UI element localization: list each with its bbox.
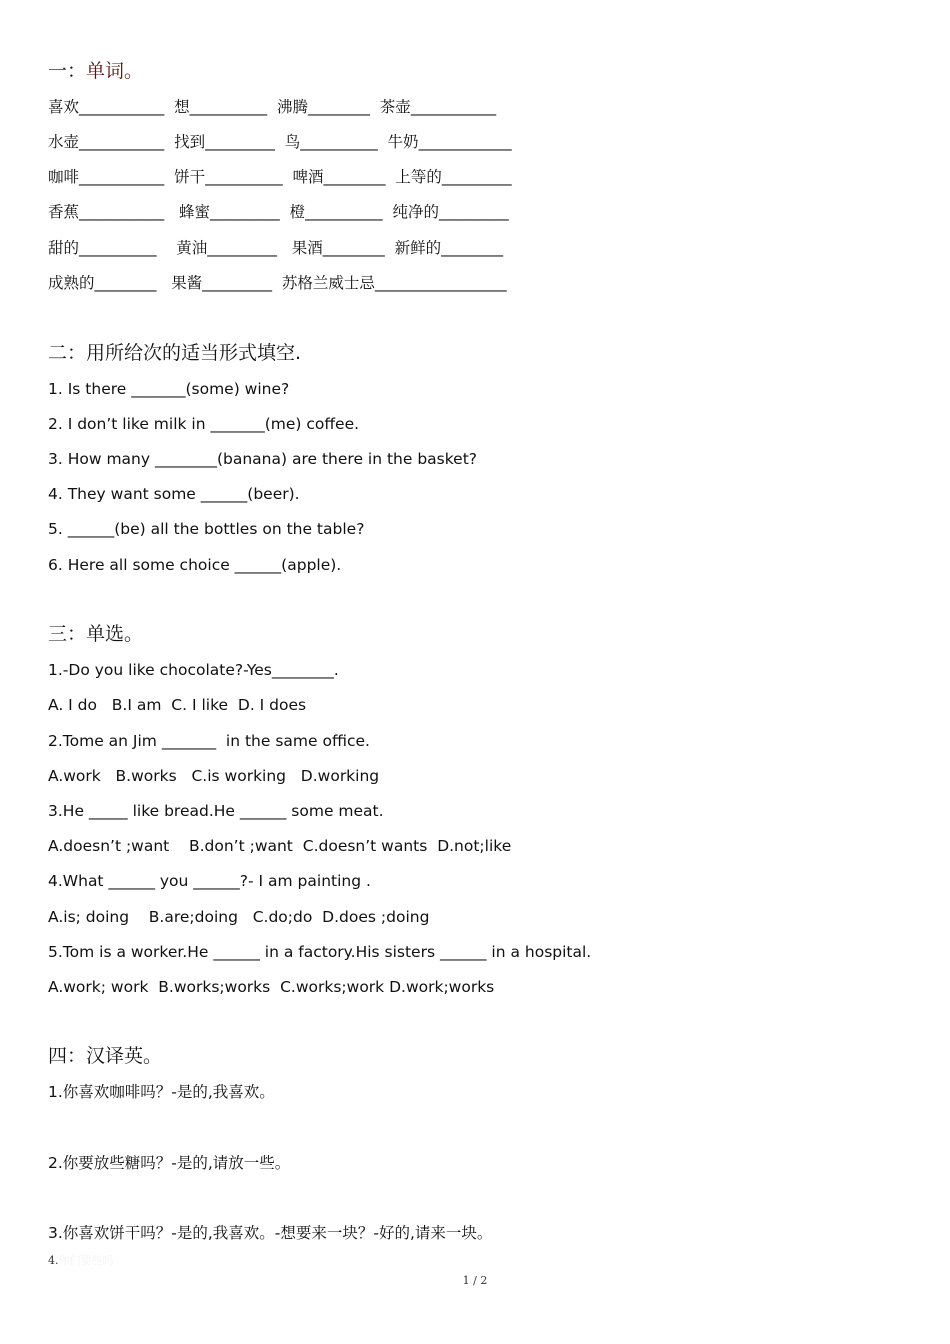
translate-item-2: 2.你要放些糖吗？-是的,请放一些。 [48,1154,291,1172]
fill-blank-item-3: 3. How many ________(banana) are there in the basket? [48,450,478,468]
section-1-prefix: 一： [48,60,87,82]
fill-blank-item-6: 6. Here all some choice ______(apple). [48,556,342,574]
fill-blank-item-5: 5. ______(be) all the bottles on the table? [48,520,365,538]
mc-options-1: A. I do B.I am C. I like D. I does [48,696,307,714]
translate-item-1: 1.你喜欢咖啡吗？-是的,我喜欢。 [48,1083,275,1101]
mc-question-5: 5.Tom is a worker.He ______ in a factory.His sisters ______ in a hospital. [48,943,592,961]
vocab-line-5: 甜的__________ 黄油_________ 果酒________ 新鲜的________ [48,239,504,257]
fill-blank-item-1: 1. Is there _______(some) wine? [48,380,290,398]
vocab-line-1: 喜欢___________ 想__________ 沸腾________ 茶壶___________ [48,98,497,116]
translate-item-3: 3.你喜欢饼干吗？-是的,我喜欢。-想要来一块？-好的,请来一块。 [48,1224,493,1242]
section-2-heading: 二：用所给次的适当形式填空. [48,342,302,364]
section-4-heading: 四：汉译英。 [48,1045,163,1067]
mc-question-3: 3.He _____ like bread.He ______ some meat. [48,802,384,820]
section-3-heading: 三：单选。 [48,623,144,645]
vocab-line-3: 咖啡___________ 饼干__________ 啤酒________ 上等的_________ [48,168,512,186]
section-1-title: 单词。 [86,60,144,82]
section-1-heading [48,59,143,83]
fill-blank-item-4: 4. They want some ______(beer). [48,485,300,503]
mc-options-3: A.doesn’t ;want B.don’t ;want C.doesn’t wants D.not;like [48,837,512,855]
page-indicator: 1 / 2 [462,1274,488,1287]
mc-question-4: 4.What ______ you ______?- I am painting . [48,872,371,890]
mc-options-4: A.is; doing B.are;doing C.do;do D.does ;doing [48,908,430,926]
translate-item-4-faint-text: 你们要些吗 [58,1254,114,1267]
mc-question-1: 1.-Do you like chocolate?-Yes________. [48,661,339,679]
translate-item-4-number: 4. [48,1254,59,1267]
translate-item-4 [48,1252,114,1268]
vocab-line-6: 成熟的________ 果酱_________ 苏格兰威士忌_________________ [48,274,507,292]
vocab-line-2: 水壶___________ 找到_________ 鸟__________ 牛奶____________ [48,133,512,151]
mc-options-5: A.work; work B.works;works C.works;work D.work;works [48,978,495,996]
mc-question-2: 2.Tome an Jim _______ in the same office. [48,732,370,750]
fill-blank-item-2: 2. I don’t like milk in _______(me) coffee. [48,415,360,433]
mc-options-2: A.work B.works C.is working D.working [48,767,380,785]
vocab-line-4: 香蕉___________ 蜂蜜_________ 橙__________ 纯净的_________ [48,203,509,221]
